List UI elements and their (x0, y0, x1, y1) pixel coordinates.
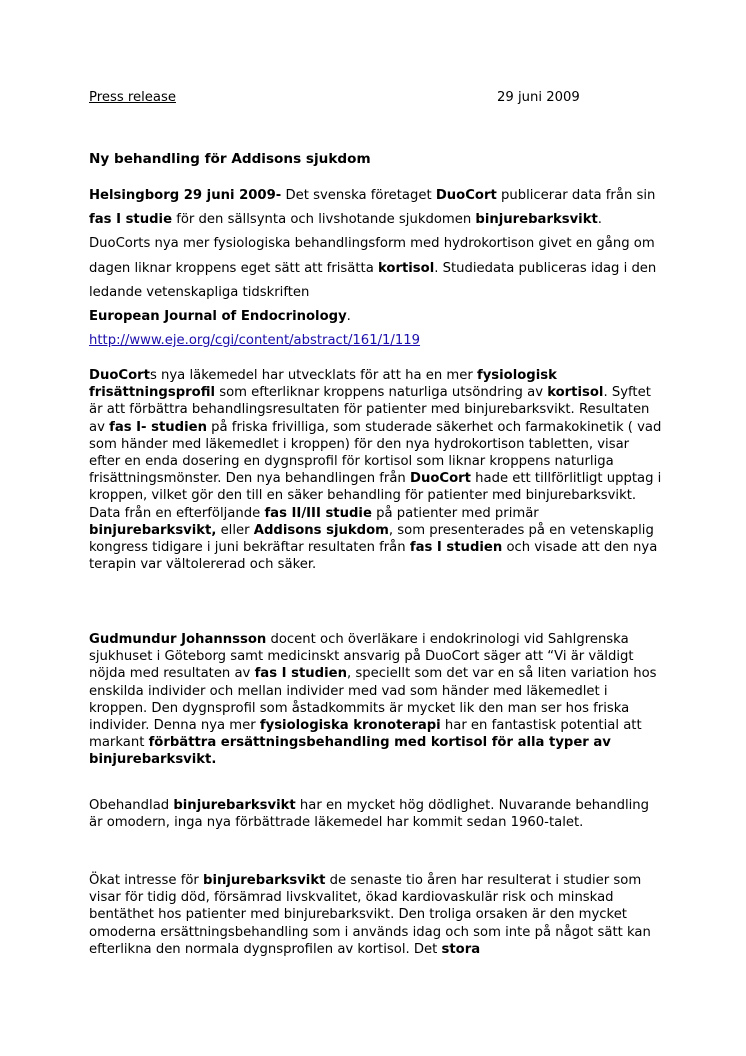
text-span: Ökat intresse för (89, 873, 204, 888)
bold-span: Addisons sjukdom (253, 522, 389, 538)
bold-span: stora (441, 941, 481, 957)
text-span: . Studiedata publiceras idag i den ledande vetenskapliga tidskriften (89, 260, 657, 300)
person-name: Gudmundur Johannsson (89, 632, 267, 647)
text-span: eller (216, 522, 254, 538)
bold-span: binjurebarksvikt (475, 212, 598, 228)
paragraph-4 (89, 872, 664, 958)
dateline: Helsingborg 29 juni 2009- (89, 188, 282, 203)
text-span: . DuoCorts nya mer fysiologiska behandlingsform med hydrokortison givet en gång om dagen liknar kroppens eget sätt att frisätta (89, 212, 655, 276)
bold-span: fysiologiska kronoterapi (259, 718, 441, 734)
journal-link[interactable]: http://www.eje.org/cgi/content/abstract/161/1/119 (89, 333, 421, 349)
bold-span: fas II/III studie (264, 505, 372, 521)
text-span: . Syftet är att förbättra behandlingsresultaten för patienter med binjurebarksvikt. Resultaten av (89, 385, 651, 435)
text-span: s nya läkemedel har utvecklats för att ha en mer (149, 368, 477, 383)
bold-span: fysiologisk frisättningsprofil (89, 368, 557, 401)
text-span: , speciellt som det var en så liten variation hos enskilda individer och mellan individer med vad som händer med läkemedlet i kroppen. Den dygnsprofil som åstadkommits är mycket lik den man ser hos friska individer. Denna nya mer (89, 666, 657, 734)
press-release-label: Press release (89, 90, 176, 105)
paragraph-2 (89, 631, 664, 769)
bold-span: fas I studien (409, 540, 503, 556)
release-date: 29 juni 2009 (497, 90, 580, 105)
text-span: har en mycket hög dödlighet. Nuvarande behandling är omodern, inga nya förbättrade läkemedel har kommit sedan 1960-talet. (89, 798, 650, 831)
text-span: Obehandlad (89, 798, 174, 813)
bold-span: binjurebarksvikt, (89, 522, 217, 538)
lead-paragraph (89, 184, 664, 353)
text-span: docent och överläkare i endokrinologi vid Sahlgrenska sjukhuset i Göteborg samt medicinskt ansvarig på DuoCort säger att “Vi är väldigt nöjda med resultaten av (89, 632, 634, 682)
text-span: hade ett tillförlitligt upptag i kroppen, vilket gör den till en säker behandling för patienter med binjurebarksvikt. Data från en efterföljande (89, 471, 662, 521)
bold-span: fas I studie (89, 212, 173, 228)
bold-span: kortisol (377, 260, 435, 276)
bold-span: fas I studien (254, 666, 347, 682)
journal-name: European Journal of Endocrinology (89, 309, 347, 325)
bold-span: DuoCort (89, 368, 150, 383)
text-span: har en fantastisk potential att markant (89, 718, 642, 751)
bold-span: kortisol (547, 385, 604, 401)
header-line (89, 90, 669, 110)
bold-span: DuoCort (410, 471, 471, 487)
bold-span: binjurebarksvikt (173, 798, 296, 813)
bold-span: binjurebarksvikt (203, 873, 326, 888)
bold-span: DuoCort (435, 188, 497, 203)
text-span: på friska frivilliga, som studerade säkerhet och farmakokinetik ( vad som händer med läkemedlet i kroppen) för den nya hydrokortison tabletten, visar efter en enda dosering en dygnsprofil för kortisol som liknar kroppens naturliga frisättningsmönster. Den nya behandlingen från (89, 419, 662, 487)
text-span: , som presenterades på en vetenskaplig kongress tidigare i juni bekräftar resultaten från (89, 522, 654, 556)
paragraph-1 (89, 367, 664, 573)
bold-span: förbättra ersättningsbehandling med kortisol för alla typer av binjurebarksvikt. (89, 735, 611, 768)
text-span: . (346, 309, 351, 325)
text-span: publicerar data från sin (496, 188, 656, 203)
text-span: på patienter med primär (371, 505, 539, 521)
text-span: för den sällsynta och livshotande sjukdomen (172, 212, 476, 228)
text-span: och visade att den nya terapin var vältolererad och säker. (89, 540, 658, 573)
text-span: de senaste tio åren har resulterat i studier som visar för tidig död, försämrad livskvalitet, ökad kardiovaskulär risk och minskad bentäthet hos patienter med binjurebarksvikt. Den troliga orsaken är den mycket omoderna ersättningsbehandling som i används idag och som inte på något sätt kan efterlikna den normala dygnsprofilen av kortisol. Det (89, 873, 651, 957)
bold-span: fas I- studien (109, 419, 207, 435)
page-title: Ny behandling för Addisons sjukdom (89, 151, 371, 167)
text-span: som efterliknar kroppens naturliga utsöndring av (215, 385, 548, 401)
text-span: Det svenska företaget (281, 188, 436, 203)
paragraph-3 (89, 797, 664, 831)
